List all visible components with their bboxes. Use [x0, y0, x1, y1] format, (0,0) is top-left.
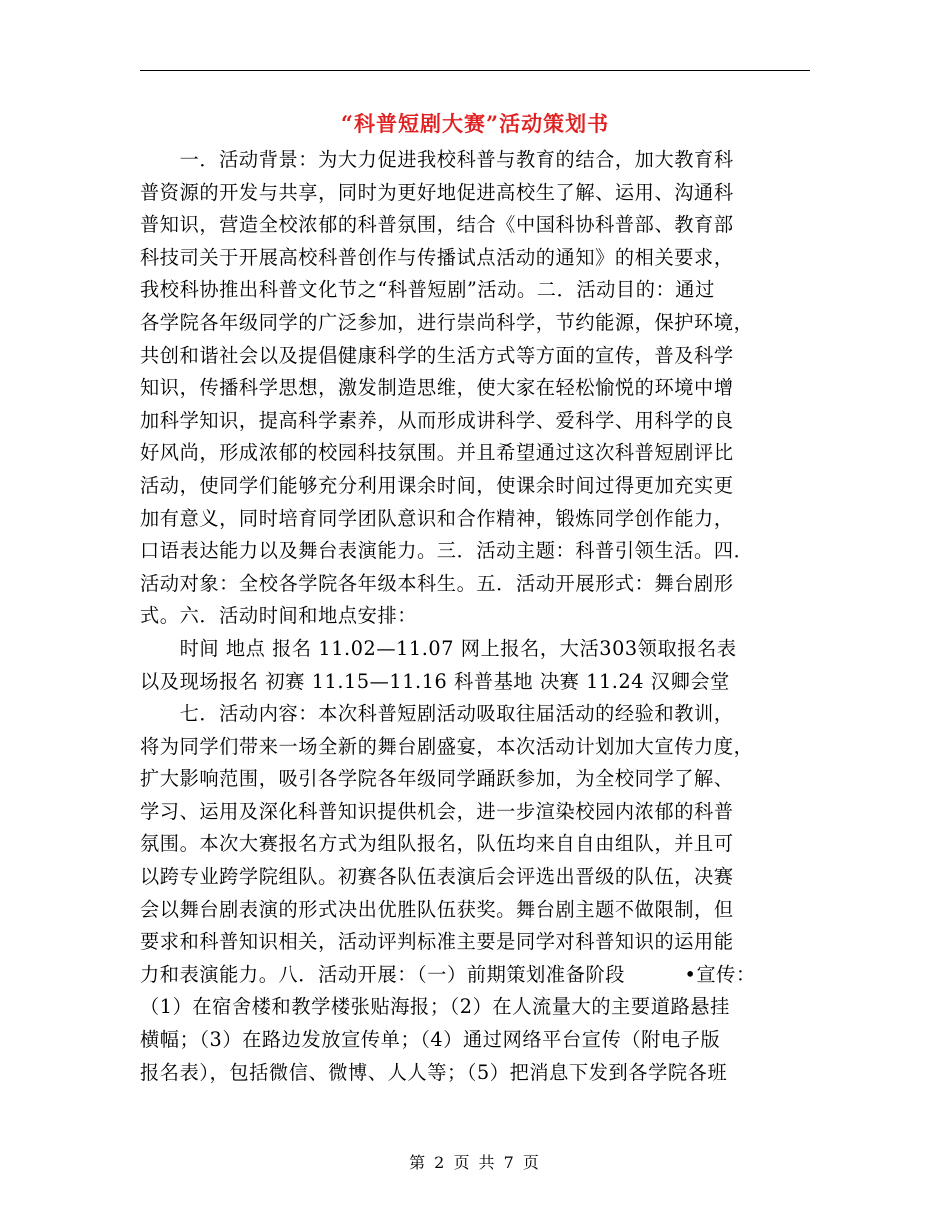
body-line: 会以舞台剧表演的形式决出优胜队伍获奖。舞台剧主题不做限制，但	[140, 897, 734, 921]
body-line: 活动，使同学们能够充分利用课余时间，使课余时间过得更加充实更	[140, 473, 734, 497]
body-line: 活动对象：全校各学院各年级本科生。五．活动开展形式：舞台剧形	[140, 571, 734, 595]
document-body	[140, 144, 808, 1089]
body-line: 式。六．活动时间和地点安排：	[140, 604, 418, 628]
body-line: 加有意义，同时培育同学团队意识和合作精神，锻炼同学创作能力，	[140, 506, 734, 530]
body-line: 知识，传播科学思想，激发制造思维，使大家在轻松愉悦的环境中增	[140, 376, 734, 400]
body-line: 要求和科普知识相关，活动评判标准主要是同学对科普知识的运用能	[140, 930, 734, 954]
page-footer: 第 2 页 共 7 页	[409, 1153, 541, 1172]
body-line: 加科学知识，提高科学素养，从而形成讲科学、爱科学、用科学的良	[140, 408, 734, 432]
body-line: 扩大影响范围，吸引各学院各年级同学踊跃参加，为全校同学了解、	[140, 767, 734, 791]
body-line: 报名表），包括微信、微博、人人等；（5）把消息下发到各学院各班	[140, 1060, 728, 1084]
body-line: 氛围。本次大赛报名方式为组队报名，队伍均来自自由组队，并且可	[140, 832, 734, 856]
body-line: 我校科协推出科普文化节之“科普短剧”活动。二．活动目的：通过	[140, 278, 715, 302]
body-line: 口语表达能力以及舞台表演能力。三．活动主题：科普引领生活。四．	[140, 539, 754, 563]
body-line: 力和表演能力。八．活动开展：（一）前期策划准备阶段 •宣传：	[140, 962, 756, 986]
body-line: 共创和谐社会以及提倡健康科学的生活方式等方面的宣传，普及科学	[140, 343, 734, 367]
body-line: 横幅；（3）在路边发放宣传单；（4）通过网络平台宣传（附电子版	[140, 1028, 721, 1052]
body-line: 以跨专业跨学院组队。初赛各队伍表演后会评选出晋级的队伍，决赛	[140, 865, 734, 889]
body-line: （1）在宿舍楼和教学楼张贴海报；（2）在人流量大的主要道路悬挂	[140, 995, 730, 1019]
body-line: 七．活动内容：本次科普短剧活动吸取往届活动的经验和教训，	[140, 702, 734, 726]
header-rule	[140, 70, 810, 71]
body-line: 普知识，营造全校浓郁的科普氛围，结合《中国科协科普部、教育部	[140, 213, 734, 237]
body-line: 以及现场报名 初赛 11.15—11.16 科普基地 决赛 11.24 汉卿会堂	[140, 669, 730, 693]
body-line: 普资源的开发与共享，同时为更好地促进高校生了解、运用、沟通科	[140, 180, 734, 204]
body-line: 科技司关于开展高校科普创作与传播试点活动的通知》的相关要求，	[140, 245, 734, 269]
body-line: 将为同学们带来一场全新的舞台剧盛宴，本次活动计划加大宣传力度，	[140, 734, 754, 758]
body-line: 一．活动背景：为大力促进我校科普与教育的结合，加大教育科	[140, 148, 734, 171]
body-line: 各学院各年级同学的广泛参加，进行崇尚科学，节约能源，保护环境，	[140, 310, 754, 334]
document-title: “科普短剧大赛”活动策划书	[340, 111, 610, 136]
body-line: 时间 地点 报名 11.02—11.07 网上报名，大活303领取报名表	[140, 636, 737, 660]
body-line: 好风尚，形成浓郁的校园科技氛围。并且希望通过这次科普短剧评比	[140, 441, 734, 465]
body-line: 学习、运用及深化科普知识提供机会，进一步渲染校园内浓郁的科普	[140, 799, 734, 823]
